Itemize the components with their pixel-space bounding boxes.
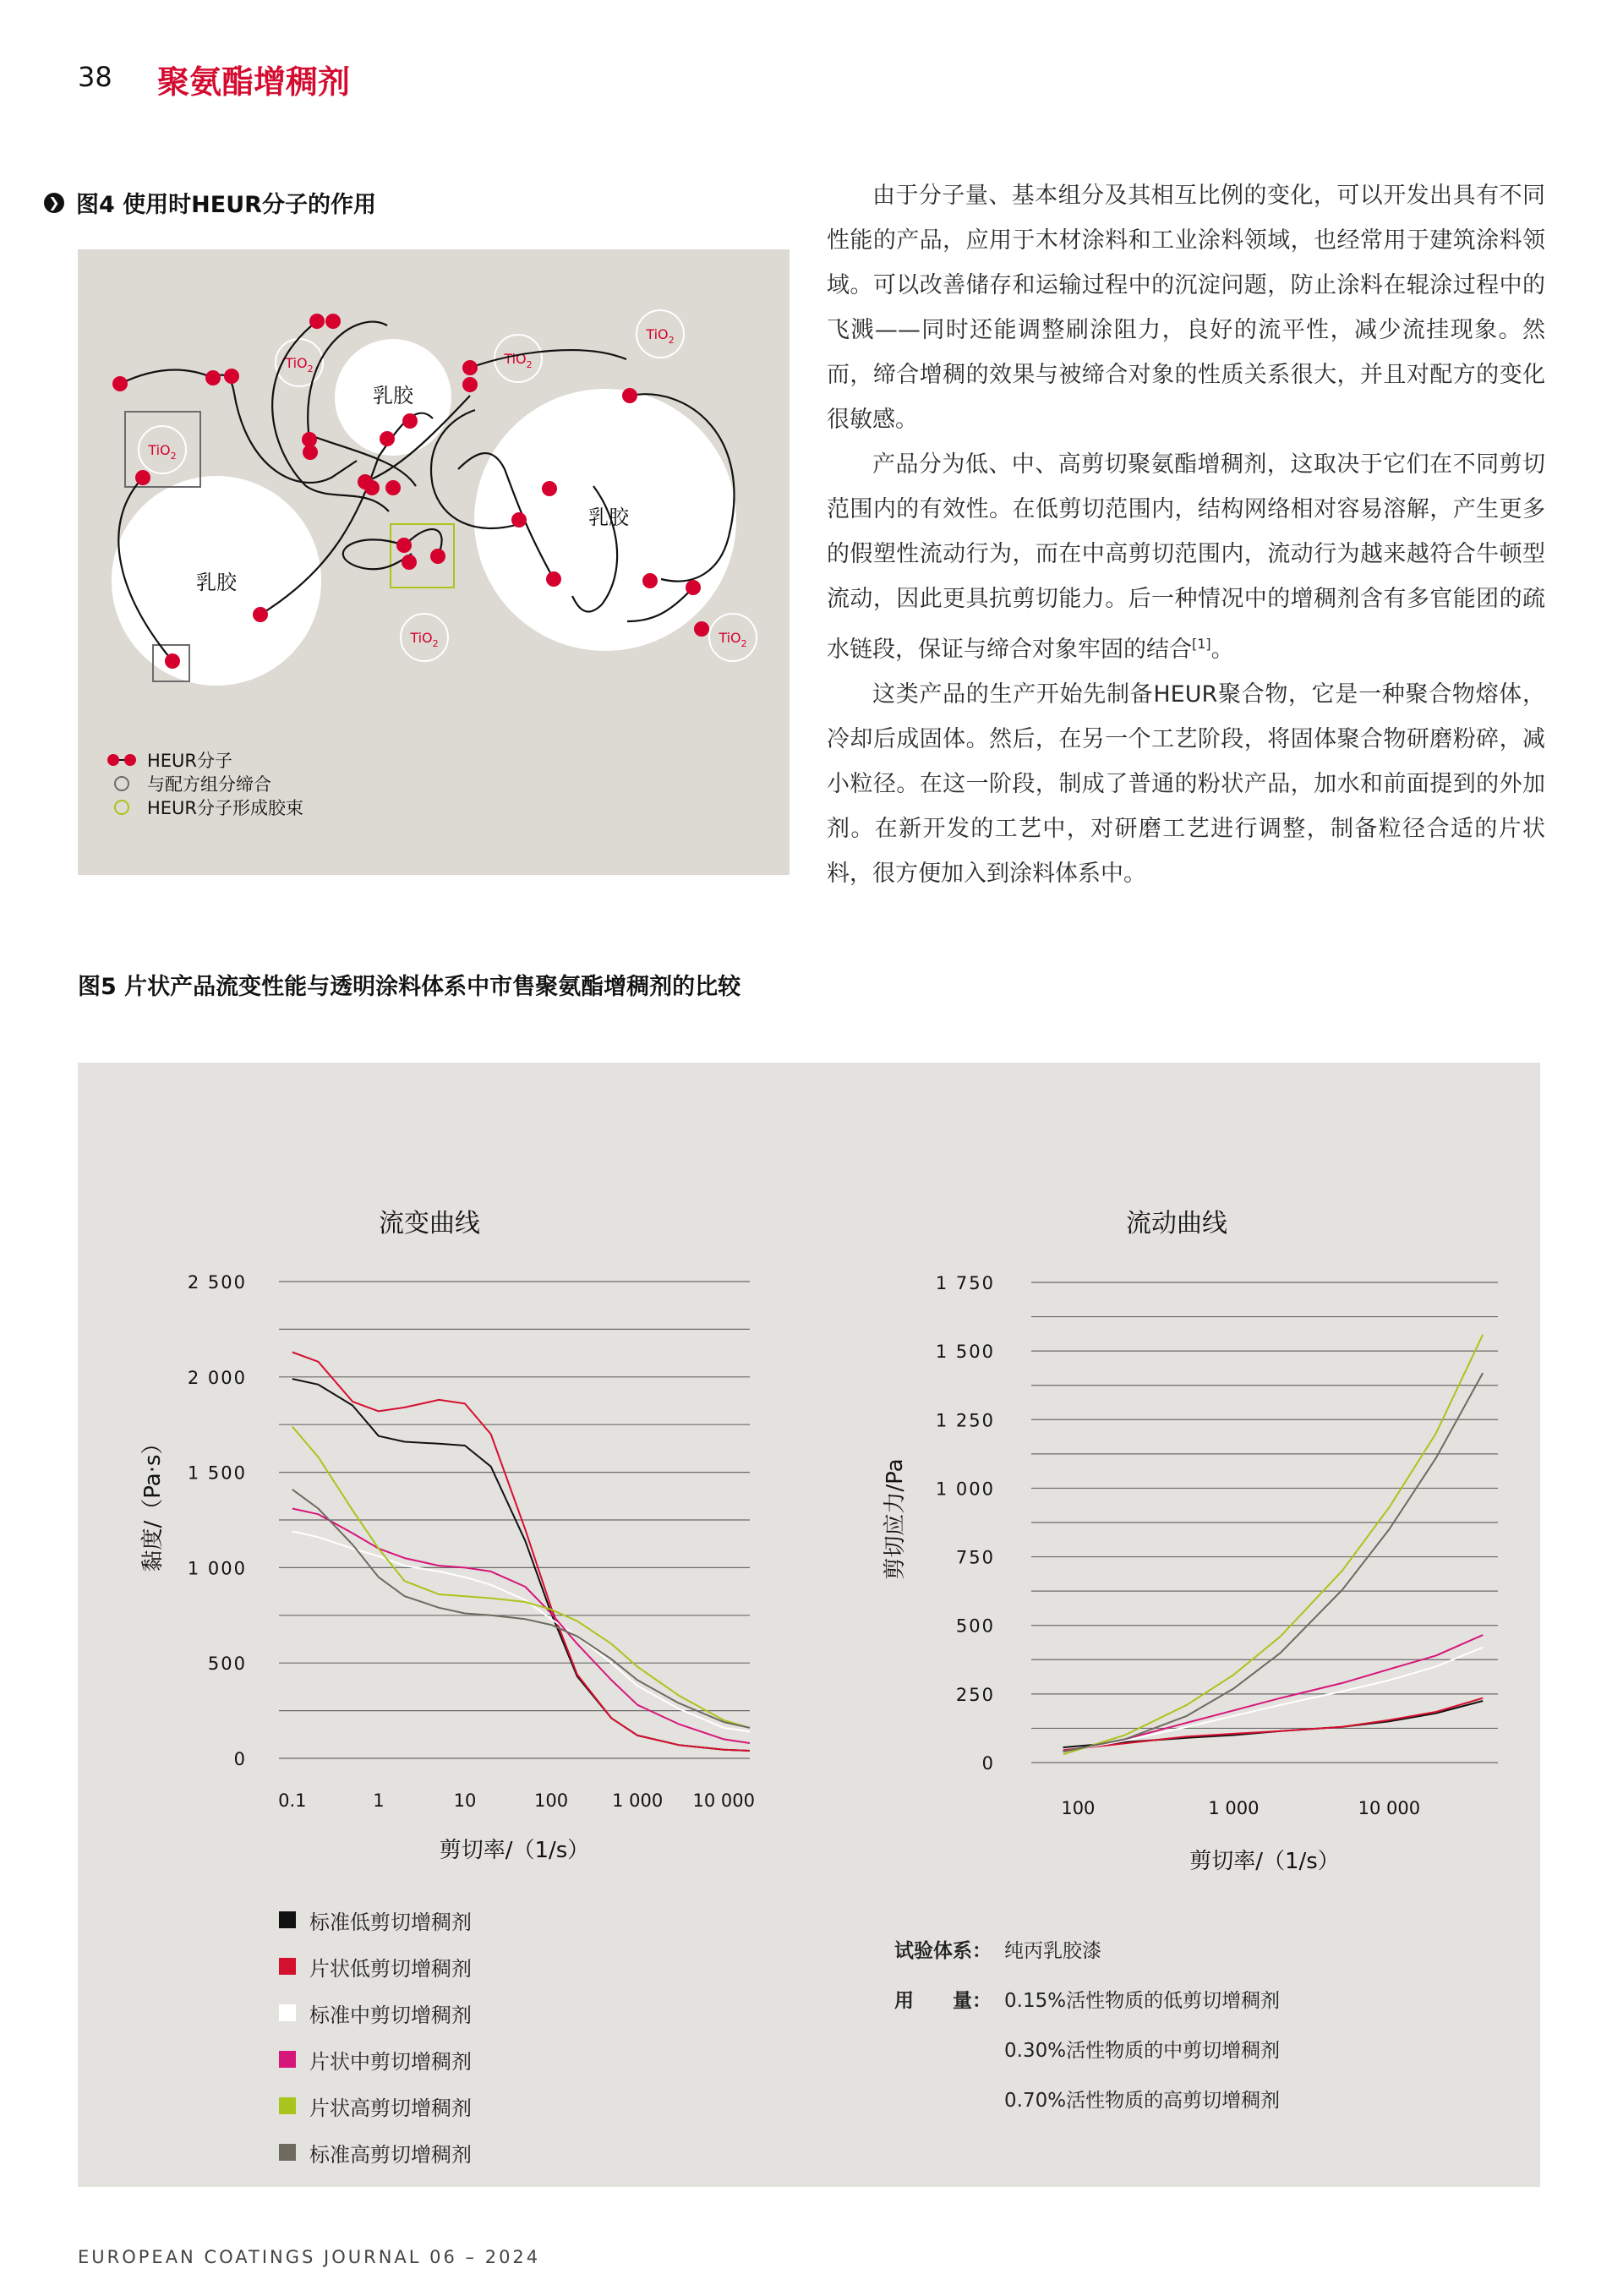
x-tick-label: 1: [373, 1790, 385, 1811]
chart-title: 流动曲线: [1126, 1209, 1227, 1238]
fig5-legend: [279, 1908, 472, 2167]
dose-3: 0.70%活性物质的高剪切增稠剂: [1004, 2090, 1281, 2112]
test-system-value: 纯丙乳胶漆: [1004, 1940, 1101, 1962]
tio2-sub: 2: [740, 638, 747, 649]
x-tick-label: 10 000: [1358, 1798, 1421, 1818]
x-axis-label: 剪切率/（1/s）: [1189, 1849, 1340, 1874]
journal-footer: EUROPEAN COATINGS JOURNAL 06 – 2024: [78, 2247, 541, 2267]
y-tick-label: 1 500: [935, 1342, 995, 1363]
legend-label: 标准中剪切增稠剂: [309, 2003, 472, 2027]
series-line: [292, 1532, 750, 1732]
series-line: [292, 1509, 750, 1744]
page-number: 38: [78, 61, 112, 93]
latex-label: 乳胶: [196, 571, 237, 594]
series-line: [1063, 1373, 1484, 1752]
chevron-right-icon: ❯: [44, 193, 64, 213]
legend-item: [279, 2001, 472, 2025]
y-tick-label: 1 500: [187, 1462, 247, 1484]
svg-text:TiO2: [147, 442, 176, 462]
y-tick-label: 500: [207, 1654, 247, 1675]
legend-item: [279, 1908, 472, 1932]
latex-label: 乳胶: [588, 506, 629, 529]
x-tick-label: 0.1: [278, 1790, 307, 1811]
tio2-text: TiO: [410, 630, 433, 646]
svg-text:TiO2: [645, 326, 674, 346]
y-tick-label: 1 750: [935, 1273, 995, 1293]
x-tick-label: 1 000: [1208, 1798, 1260, 1818]
tio2-sub: 2: [170, 451, 177, 462]
tio2-sub: 2: [307, 364, 314, 374]
tio2-sub: 2: [432, 638, 439, 649]
series-line: [292, 1490, 750, 1728]
x-tick-label: 1 000: [612, 1790, 664, 1811]
tio2-pigment: [637, 310, 684, 358]
legend-swatch: [279, 2004, 296, 2021]
legend-swatch: [279, 2051, 296, 2068]
paragraph-2-end: 。: [1210, 637, 1234, 663]
dose-1: 0.15%活性物质的低剪切增稠剂: [1004, 1990, 1281, 2012]
legend-swatch: [279, 2097, 296, 2114]
tio2-pigment: [709, 614, 757, 661]
body-text: [827, 173, 1545, 896]
tio2-pigment: [139, 426, 186, 473]
y-tick-label: 1 000: [935, 1479, 995, 1500]
legend-label: 标准低剪切增稠剂: [309, 1910, 472, 1934]
tio2-text: TiO: [148, 442, 171, 458]
legend-swatch: [279, 2144, 296, 2161]
series-line: [292, 1379, 750, 1751]
y-tick-label: 0: [981, 1753, 995, 1774]
latex-label: 乳胶: [373, 384, 413, 407]
legend-association: 与配方组分缔合: [147, 774, 271, 795]
legend-label: 标准高剪切增稠剂: [309, 2142, 472, 2167]
x-tick-label: 100: [534, 1790, 569, 1811]
heur-diagram-svg: [78, 249, 790, 875]
y-tick-label: 0: [233, 1749, 247, 1769]
legend-item: [279, 2140, 472, 2167]
svg-text:TiO2: [409, 630, 438, 649]
tio2-text: TiO: [504, 351, 527, 367]
paragraph-3: 这类产品的生产开始先制备HEUR聚合物，它是一种聚合物熔体，冷却后成固体。然后，在另一个工艺阶段，将固体聚合物研磨粉碎，减小粒径。在这一阶段，制成了普通的粉状产品，加水和前面提到的外加剂。在新开发的工艺中，对研磨工艺进行调整，制备粒径合适的片状料，很方便加入到涂料体系中。: [827, 681, 1545, 887]
y-tick-label: 1 250: [935, 1410, 995, 1431]
legend-heur: HEUR分子: [147, 751, 233, 771]
tio2-sub: 2: [526, 359, 533, 370]
chart-title: 流变曲线: [379, 1209, 480, 1238]
y-axis-label: 黏度/（Pa·s）: [140, 1432, 166, 1572]
x-tick-label: 10 000: [692, 1790, 756, 1811]
y-tick-label: 250: [955, 1684, 995, 1705]
series-line: [292, 1427, 750, 1728]
legend-item: [279, 2094, 472, 2118]
fig5-panel: [78, 1063, 1540, 2187]
paragraph-2-text: 产品分为低、中、高剪切聚氨酯增稠剂，这取决于它们在不同剪切范围内的有效性。在低剪切范围内，结构网络相对容易溶解，产生更多的假塑性流动行为，而在中高剪切范围内，流动行为越来越符合牛顿型流动，因此更具抗剪切能力。后一种情况中的增稠剂含有多官能团的疏水链段，保证与缔合对象牢固的结合: [827, 451, 1545, 663]
y-tick-label: 500: [955, 1615, 995, 1637]
y-tick-label: 750: [955, 1547, 995, 1568]
paragraph-2: [827, 442, 1545, 672]
y-tick-label: 1 000: [187, 1558, 247, 1579]
legend-item: [279, 2047, 472, 2074]
legend-item: [279, 1954, 472, 1981]
legend-micelle: HEUR分子形成胶束: [147, 798, 304, 818]
citation-ref[interactable]: [1]: [1192, 636, 1211, 652]
svg-text:TiO2: [718, 630, 746, 649]
fig4-caption-text: 图4 使用时HEUR分子的作用: [76, 192, 376, 218]
tio2-sub: 2: [668, 335, 675, 346]
fig4-diagram: [78, 249, 790, 875]
tio2-pigment: [401, 614, 448, 661]
dose-2: 0.30%活性物质的中剪切增稠剂: [1004, 2040, 1281, 2062]
series-line: [1063, 1335, 1484, 1755]
dose-label: 用 量：: [894, 1990, 992, 2012]
paragraph-1: 由于分子量、基本组分及其相互比例的变化，可以开发出具有不同性能的产品，应用于木材涂料和工业涂料领域，也经常用于建筑涂料领域。可以改善储存和运输过程中的沉淀问题，防止涂料在辊涂过程中的飞溅——同时还能调整刷涂阻力，良好的流平性，减少流挂现象。然而，缔合增稠的效果与被缔合对象的性质关系很大，并且对配方的变化很敏感。: [827, 183, 1545, 433]
tio2-text: TiO: [719, 630, 741, 646]
y-axis-label: 剪切应力/Pa: [883, 1458, 908, 1580]
y-tick-label: 2 500: [187, 1272, 247, 1293]
fig4-caption: [44, 186, 376, 219]
legend-label: 片状中剪切增稠剂: [309, 2049, 472, 2074]
legend-swatch: [279, 1911, 296, 1928]
legend-label: 片状高剪切增稠剂: [309, 2096, 472, 2120]
fig4-legend: [107, 751, 303, 818]
x-tick-label: 10: [453, 1790, 477, 1811]
running-title: 聚氨酯增稠剂: [157, 63, 351, 101]
tio2-text: TiO: [646, 326, 669, 342]
test-system-label: 试验体系：: [894, 1940, 992, 1962]
x-axis-label: 剪切率/（1/s）: [439, 1838, 590, 1863]
test-system: [894, 1935, 1280, 2113]
y-tick-label: 2 000: [187, 1367, 247, 1388]
svg-text:TiO2: [284, 355, 313, 374]
fig5-caption: 图5 片状产品流变性能与透明涂料体系中市售聚氨酯增稠剂的比较: [78, 974, 741, 1000]
legend-swatch: [279, 1958, 296, 1975]
legend-label: 片状低剪切增稠剂: [309, 1956, 472, 1981]
tio2-text: TiO: [285, 355, 308, 371]
x-tick-label: 100: [1061, 1798, 1096, 1818]
